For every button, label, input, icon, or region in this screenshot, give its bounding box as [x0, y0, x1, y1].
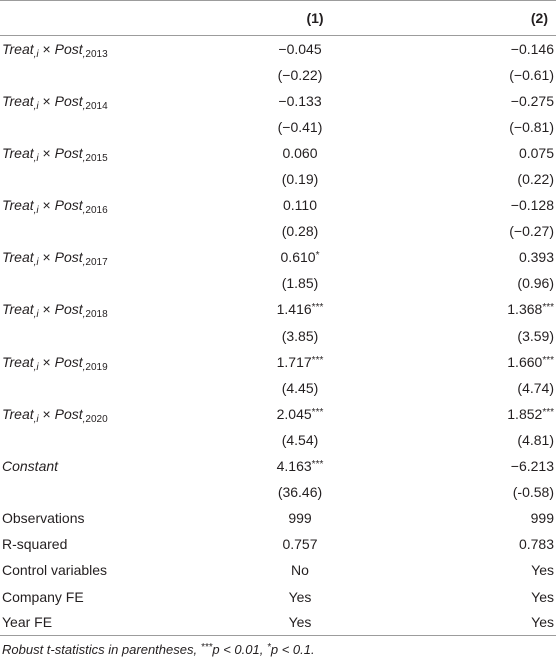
treat-subscript: ,i	[33, 48, 39, 60]
coef-model-1	[210, 140, 350, 166]
summary-model-1	[210, 531, 350, 557]
coef-model-1-stars: *	[315, 250, 320, 262]
times-sign: ×	[38, 92, 55, 109]
coef-model-2	[350, 36, 556, 62]
tstat-model-1-value: (0.28)	[281, 223, 319, 240]
post-term: Post	[54, 92, 83, 109]
summary-model-1	[210, 583, 350, 609]
tstat-blank	[0, 270, 210, 296]
summary-model-1-wrap	[260, 510, 340, 526]
tstat-blank	[0, 166, 210, 192]
post-sub-prefix: ,	[82, 257, 86, 269]
treat-term: Treat	[2, 197, 34, 214]
treat-subscript: ,i	[33, 257, 39, 269]
summary-label: Observations	[2, 510, 85, 527]
tstat-blank	[0, 218, 210, 244]
tstat-model-1-wrap	[260, 171, 340, 187]
post-sub-prefix: ,	[82, 205, 86, 217]
tstat-model-1	[210, 62, 350, 88]
summary-model-1	[210, 610, 350, 636]
post-subscript	[83, 205, 108, 216]
summary-model-1-value: 999	[288, 510, 312, 527]
summary-model-2-value: 999	[530, 510, 554, 527]
tstat-model-2	[350, 427, 556, 453]
times-sign: ×	[38, 249, 55, 266]
interaction-label	[0, 244, 210, 270]
tstat-row	[0, 323, 556, 349]
constant-model-1	[210, 453, 350, 479]
tstat-row	[0, 375, 556, 401]
interaction-label	[0, 192, 210, 218]
interaction-label	[0, 296, 210, 322]
post-year: 2013	[85, 48, 108, 60]
summary-model-2	[350, 505, 556, 531]
coef-model-2-value: 0.393	[518, 249, 554, 266]
table-footnote	[0, 636, 556, 657]
tstat-model-2-value: (−0.81)	[509, 118, 554, 135]
times-sign: ×	[38, 144, 55, 161]
tstat-blank	[0, 323, 210, 349]
post-sub-prefix: ,	[82, 152, 86, 164]
coef-model-1-value: 1.717	[276, 353, 312, 370]
constant-tstat-model-1-value: (36.46)	[277, 484, 323, 501]
tstat-model-1-value: (4.45)	[281, 379, 319, 396]
post-subscript	[83, 153, 108, 164]
summary-model-1-wrap	[260, 614, 340, 630]
treat-subscript: ,i	[33, 361, 39, 373]
constant-model-2-value: −6.213	[510, 458, 554, 475]
treat-subscript: ,i	[33, 413, 39, 425]
constant-model-2	[350, 453, 556, 479]
post-year: 2014	[85, 100, 108, 112]
tstat-blank	[0, 479, 210, 505]
constant-tstat-model-2	[350, 479, 556, 505]
coef-model-2	[350, 296, 556, 322]
tstat-model-2-value: (−0.61)	[509, 66, 554, 83]
treat-subscript: ,i	[33, 100, 39, 112]
tstat-row	[0, 270, 556, 296]
coef-model-1-wrap	[260, 197, 340, 213]
coef-model-2-value: 0.075	[518, 144, 554, 161]
coef-model-2-value: 1.660	[507, 353, 543, 370]
constant-label: Constant	[2, 458, 59, 475]
coef-model-2-value: −0.146	[510, 40, 554, 57]
footnote-stars-1: *	[266, 642, 271, 654]
summary-model-2	[350, 583, 556, 609]
coef-model-1	[210, 36, 350, 62]
tstat-row	[0, 114, 556, 140]
interaction-label	[0, 36, 210, 62]
coef-model-1	[210, 296, 350, 322]
tstat-model-2	[350, 375, 556, 401]
coef-model-2	[350, 401, 556, 427]
coef-model-1-value: 0.610	[280, 249, 316, 266]
coef-model-2	[350, 88, 556, 114]
treat-term: Treat	[2, 92, 34, 109]
tstat-model-1-wrap	[260, 328, 340, 344]
interaction-label	[0, 88, 210, 114]
tstat-model-1	[210, 166, 350, 192]
coef-model-2	[350, 349, 556, 375]
treat-subscript: ,i	[33, 205, 39, 217]
coef-model-1	[210, 192, 350, 218]
coef-model-1-value: 0.110	[283, 197, 317, 214]
coef-model-1-wrap	[260, 41, 340, 57]
times-sign: ×	[38, 301, 55, 318]
coef-model-2-value: 1.852	[507, 405, 543, 422]
tstat-model-2	[350, 270, 556, 296]
coef-model-1	[210, 401, 350, 427]
constant-tstat-model-2-value: (-0.58)	[512, 484, 554, 501]
post-term: Post	[54, 197, 83, 214]
post-term: Post	[54, 249, 83, 266]
summary-label: R-squared	[2, 536, 68, 553]
table-body	[0, 36, 556, 636]
times-sign: ×	[38, 197, 55, 214]
coef-row	[0, 296, 556, 322]
summary-label: Control variables	[2, 562, 108, 579]
summary-row	[0, 557, 556, 583]
coef-model-1	[210, 244, 350, 270]
coef-model-1-wrap	[260, 93, 340, 109]
summary-model-2-value: 0.783	[518, 536, 554, 553]
post-subscript	[83, 414, 108, 425]
post-subscript	[83, 362, 108, 373]
treat-term: Treat	[2, 249, 34, 266]
tstat-model-1-value: (−0.22)	[277, 66, 323, 83]
post-sub-prefix: ,	[82, 309, 86, 321]
coef-model-1-wrap	[260, 354, 340, 370]
coef-model-2-stars: ***	[542, 354, 554, 366]
tstat-model-1-wrap	[260, 380, 340, 396]
tstat-blank	[0, 114, 210, 140]
summary-model-1-value: No	[291, 562, 309, 579]
coef-model-1-wrap	[260, 406, 340, 422]
coef-model-1-wrap	[260, 249, 340, 265]
summary-model-2-value: Yes	[531, 562, 554, 579]
tstat-model-1	[210, 375, 350, 401]
interaction-label	[0, 401, 210, 427]
tstat-model-2	[350, 323, 556, 349]
coef-model-1-value: 1.416	[276, 301, 312, 318]
summary-label: Company FE	[2, 588, 84, 605]
tstat-model-2-value: (4.74)	[517, 379, 554, 396]
constant-tstat-model-1	[210, 479, 350, 505]
tstat-model-1-value: (1.85)	[281, 275, 319, 292]
treat-term: Treat	[2, 144, 34, 161]
post-year: 2020	[85, 413, 108, 425]
post-year: 2018	[85, 309, 108, 321]
footnote-text: Robust t-statistics in parentheses,	[2, 642, 201, 658]
tstat-blank	[0, 62, 210, 88]
summary-model-2	[350, 531, 556, 557]
tstat-model-2-value: (3.59)	[517, 327, 554, 344]
coef-model-1-value: −0.045	[278, 40, 322, 57]
times-sign: ×	[38, 40, 55, 57]
summary-model-1	[210, 557, 350, 583]
tstat-model-2-value: (0.96)	[517, 275, 554, 292]
summary-row	[0, 583, 556, 609]
tstat-row	[0, 62, 556, 88]
tstat-model-2	[350, 218, 556, 244]
constant-model-1-stars: ***	[311, 459, 324, 471]
summary-model-1-wrap	[260, 589, 340, 605]
tstat-model-2-value: (4.81)	[517, 431, 554, 448]
coef-row	[0, 349, 556, 375]
tstat-model-1	[210, 114, 350, 140]
tstat-model-1	[210, 218, 350, 244]
coef-row	[0, 36, 556, 62]
tstat-model-1	[210, 427, 350, 453]
tstat-model-2	[350, 62, 556, 88]
coef-model-1-wrap	[260, 301, 340, 317]
summary-model-1-value: Yes	[288, 588, 312, 605]
interaction-label	[0, 349, 210, 375]
summary-model-1-value: Yes	[288, 614, 312, 631]
coef-model-2-value: −0.128	[510, 197, 554, 214]
footnote-p1: p < 0.01,	[212, 642, 267, 658]
tstat-row	[0, 218, 556, 244]
post-term: Post	[54, 353, 83, 370]
constant-row	[0, 453, 556, 479]
tstat-blank	[0, 375, 210, 401]
coef-model-1	[210, 349, 350, 375]
tstat-model-1-wrap	[260, 119, 340, 135]
coef-model-1-stars: ***	[311, 354, 324, 366]
coef-model-2	[350, 140, 556, 166]
post-term: Post	[54, 144, 83, 161]
coef-model-2-stars: ***	[542, 406, 554, 418]
summary-model-2	[350, 557, 556, 583]
coef-row	[0, 401, 556, 427]
tstat-row	[0, 427, 556, 453]
tstat-model-1-wrap	[260, 223, 340, 239]
treat-term: Treat	[2, 40, 34, 57]
coef-model-2	[350, 192, 556, 218]
summary-model-2	[350, 610, 556, 636]
coef-row	[0, 88, 556, 114]
tstat-model-1-wrap	[260, 67, 340, 83]
coef-model-1-value: −0.133	[278, 92, 322, 109]
coef-row	[0, 140, 556, 166]
table-header-row	[0, 1, 556, 36]
tstat-blank	[0, 427, 210, 453]
constant-tstat-model-1-wrap	[260, 484, 340, 500]
tstat-model-2-value: (0.22)	[517, 171, 554, 188]
footnote-p2: p < 0.1.	[270, 642, 315, 658]
post-year: 2017	[85, 257, 108, 269]
coef-model-1-stars: ***	[311, 302, 324, 314]
footnote-stars-3: ***	[200, 642, 213, 654]
post-term: Post	[54, 301, 83, 318]
summary-row	[0, 531, 556, 557]
tstat-model-1-value: (4.54)	[281, 431, 319, 448]
post-year: 2019	[85, 361, 108, 373]
tstat-row	[0, 166, 556, 192]
tstat-model-2-value: (−0.27)	[509, 223, 554, 240]
interaction-label	[0, 140, 210, 166]
header-model-2: (2)	[350, 1, 556, 36]
coef-row	[0, 192, 556, 218]
post-term: Post	[54, 40, 83, 57]
coef-row	[0, 244, 556, 270]
constant-tstat-row	[0, 479, 556, 505]
tstat-model-1-value: (3.85)	[281, 327, 319, 344]
post-sub-prefix: ,	[82, 413, 86, 425]
post-sub-prefix: ,	[82, 361, 86, 373]
tstat-model-1-value: (0.19)	[281, 171, 319, 188]
treat-term: Treat	[2, 301, 34, 318]
post-year: 2015	[85, 152, 108, 164]
summary-row	[0, 610, 556, 636]
summary-model-2-value: Yes	[531, 614, 554, 631]
constant-model-1-value: 4.163	[276, 458, 312, 475]
tstat-model-1	[210, 270, 350, 296]
header-model-1: (1)	[210, 1, 350, 36]
treat-subscript: ,i	[33, 152, 39, 164]
post-subscript	[83, 49, 108, 60]
treat-term: Treat	[2, 353, 34, 370]
tstat-model-1	[210, 323, 350, 349]
coef-model-2-value: −0.275	[510, 92, 554, 109]
summary-label: Year FE	[0, 610, 210, 636]
coef-model-1	[210, 88, 350, 114]
times-sign: ×	[38, 405, 55, 422]
coef-model-1-value: 0.060	[282, 144, 318, 161]
summary-row	[0, 505, 556, 531]
coef-model-2-stars: ***	[542, 302, 554, 314]
times-sign: ×	[38, 353, 55, 370]
tstat-model-1-wrap	[260, 432, 340, 448]
post-subscript	[83, 101, 108, 112]
tstat-model-2	[350, 166, 556, 192]
constant-model-1-wrap	[260, 458, 340, 474]
treat-term: Treat	[2, 405, 34, 422]
coef-model-1-value: 2.045	[276, 405, 312, 422]
treat-subscript: ,i	[33, 309, 39, 321]
tstat-model-2	[350, 114, 556, 140]
post-subscript	[83, 309, 108, 320]
summary-model-1	[210, 505, 350, 531]
post-sub-prefix: ,	[82, 48, 86, 60]
summary-model-1-wrap	[260, 562, 340, 578]
post-term: Post	[54, 405, 83, 422]
post-sub-prefix: ,	[82, 100, 86, 112]
header-blank	[0, 1, 210, 36]
coef-model-2	[350, 244, 556, 270]
summary-model-1-value: 0.757	[282, 536, 318, 553]
tstat-model-1-value: (−0.41)	[277, 118, 323, 135]
coef-model-2-value: 1.368	[507, 301, 543, 318]
tstat-model-1-wrap	[260, 275, 340, 291]
post-subscript	[83, 257, 108, 268]
summary-model-1-wrap	[260, 536, 340, 552]
coef-model-1-stars: ***	[311, 406, 324, 418]
coef-model-1-wrap	[260, 145, 340, 161]
post-year: 2016	[85, 205, 108, 217]
summary-model-2-value: Yes	[531, 588, 554, 605]
